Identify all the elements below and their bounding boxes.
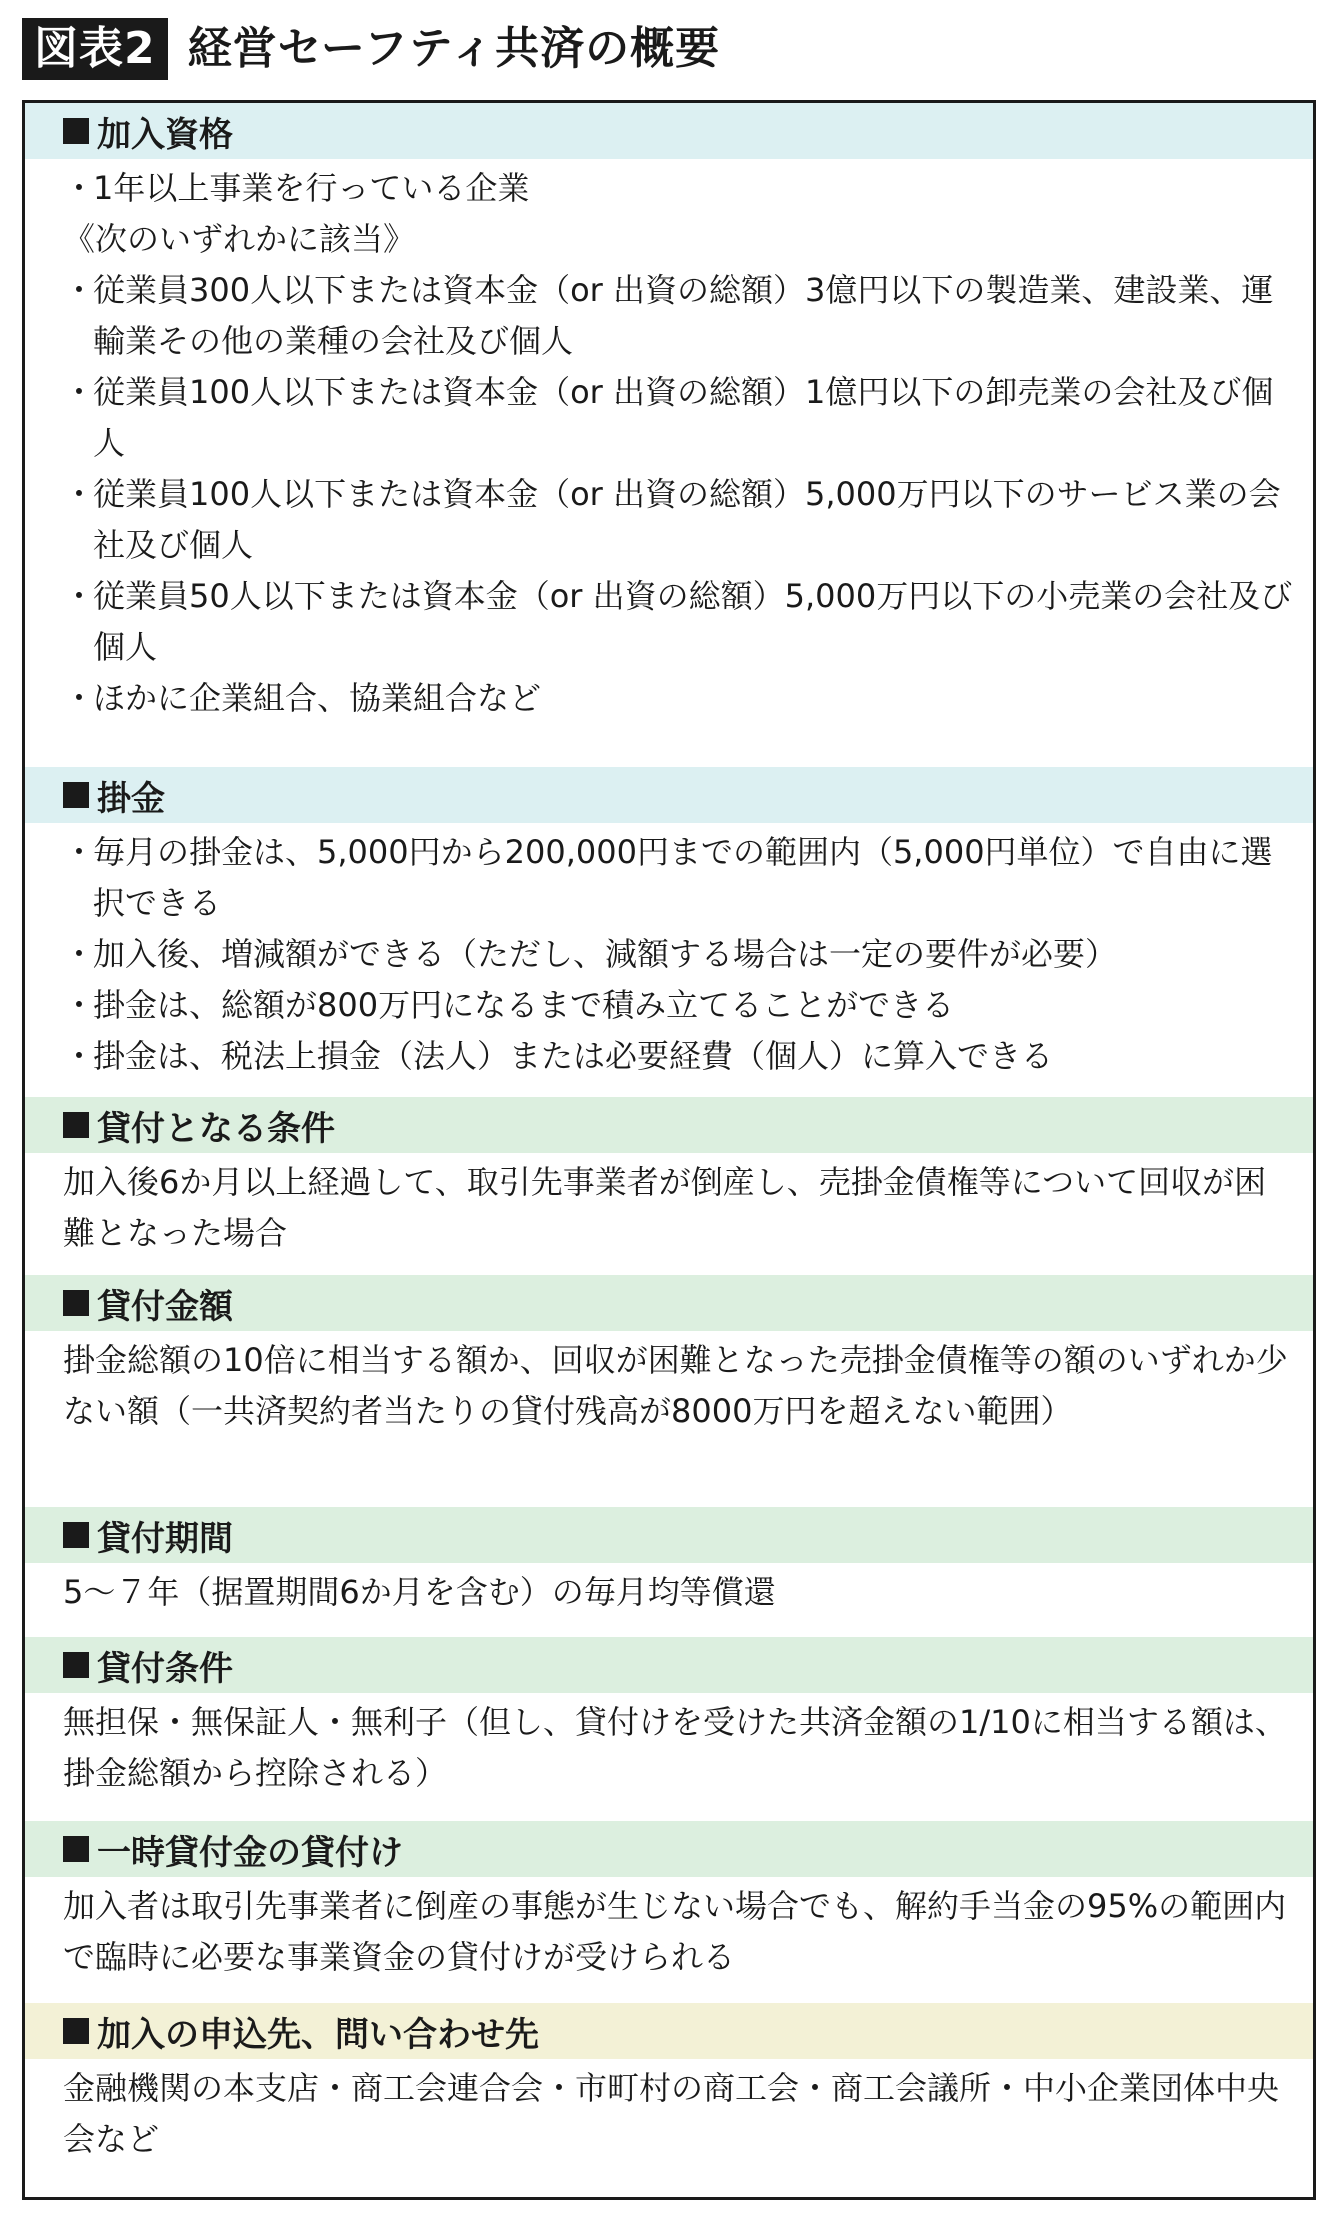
section-loan-terms: [25, 1637, 1313, 1823]
square-bullet-icon: [63, 2018, 89, 2044]
figure-header: [22, 14, 720, 84]
section-heading-text: 貸付金額: [97, 1286, 233, 1327]
section-premium: [25, 767, 1313, 1099]
list-item: ・ ほかに企業組合、協業組合など: [63, 679, 542, 717]
list-item: ・ 従業員100人以下または資本金（or 出資の総額）5,000万円以下のサービス業の会社及び個人: [63, 475, 1281, 564]
section-heading: [25, 1275, 1313, 1331]
figure-label: 図表2: [22, 18, 168, 80]
section-body: [25, 823, 1313, 1082]
section-heading-text: 貸付期間: [97, 1518, 233, 1559]
square-bullet-icon: [63, 1290, 89, 1316]
square-bullet-icon: [63, 1112, 89, 1138]
section-eligibility: [25, 103, 1313, 769]
list-item: ・ 掛金は、総額が800万円になるまで積み立てることができる: [63, 986, 955, 1024]
section-heading: [25, 767, 1313, 823]
square-bullet-icon: [63, 1522, 89, 1548]
section-body: [25, 159, 1313, 724]
section-loan-conditions: [25, 1097, 1313, 1277]
square-bullet-icon: [63, 1652, 89, 1678]
section-heading: [25, 2003, 1313, 2059]
section-body: 無担保・無保証人・無利子（但し、貸付けを受けた共済金額の1/10に相当する額は、掛金総額から控除される）: [63, 1703, 1287, 1792]
subheading: 《次のいずれかに該当》: [63, 220, 416, 258]
section-heading-text: 貸付条件: [97, 1648, 233, 1689]
square-bullet-icon: [63, 782, 89, 808]
list-item: ・ 毎月の掛金は、5,000円から200,000円までの範囲内（5,000円単位）で自由に選択できる: [63, 833, 1273, 922]
section-heading: [25, 1097, 1313, 1153]
figure-title: 経営セーフティ共済の概要: [187, 23, 721, 74]
list-item: ・ 従業員300人以下または資本金（or 出資の総額）3億円以下の製造業、建設業、運輸業その他の業種の会社及び個人: [63, 271, 1274, 360]
section-heading-text: 加入資格: [97, 114, 233, 155]
section-loan-amount: [25, 1275, 1313, 1509]
section-heading: [25, 103, 1313, 159]
section-contact: [25, 2003, 1313, 2197]
list-item: ・ 従業員50人以下または資本金（or 出資の総額）5,000万円以下の小売業の会社及び個人: [63, 577, 1293, 666]
section-heading-text: 加入の申込先、問い合わせ先: [97, 2014, 539, 2055]
section-heading-text: 一時貸付金の貸付け: [97, 1832, 403, 1873]
list-item: ・ 加入後、増減額ができる（ただし、減額する場合は一定の要件が必要）: [63, 935, 1118, 973]
section-loan-period: [25, 1507, 1313, 1639]
section-heading: [25, 1821, 1313, 1877]
list-item: ・ 掛金は、税法上損金（法人）または必要経費（個人）に算入できる: [63, 1037, 1054, 1075]
section-temporary-loan: [25, 1821, 1313, 2005]
square-bullet-icon: [63, 118, 89, 144]
section-heading-text: 掛金: [97, 778, 165, 819]
section-body: 金融機関の本支店・商工会連合会・市町村の商工会・商工会議所・中小企業団体中央会など: [63, 2069, 1280, 2158]
section-body: 5〜７年（据置期間6か月を含む）の毎月均等償還: [63, 1573, 776, 1611]
list-item: ・ 1年以上事業を行っている企業: [63, 169, 530, 207]
square-bullet-icon: [63, 1836, 89, 1862]
section-heading: [25, 1507, 1313, 1563]
section-body: 加入後6か月以上経過して、取引先事業者が倒産し、売掛金債権等について回収が困難となった場合: [63, 1163, 1267, 1252]
section-body: 加入者は取引先事業者に倒産の事態が生じない場合でも、解約手当金の95%の範囲内で臨時に必要な事業資金の貸付けが受けられる: [63, 1887, 1287, 1976]
overview-table: [22, 100, 1316, 2200]
list-item: ・ 従業員100人以下または資本金（or 出資の総額）1億円以下の卸売業の会社及び個人: [63, 373, 1274, 462]
section-heading: [25, 1637, 1313, 1693]
section-body: 掛金総額の10倍に相当する額か、回収が困難となった売掛金債権等の額のいずれか少ない額（一共済契約者当たりの貸付残高が8000万円を超えない範囲）: [63, 1341, 1288, 1430]
section-heading-text: 貸付となる条件: [97, 1108, 335, 1149]
